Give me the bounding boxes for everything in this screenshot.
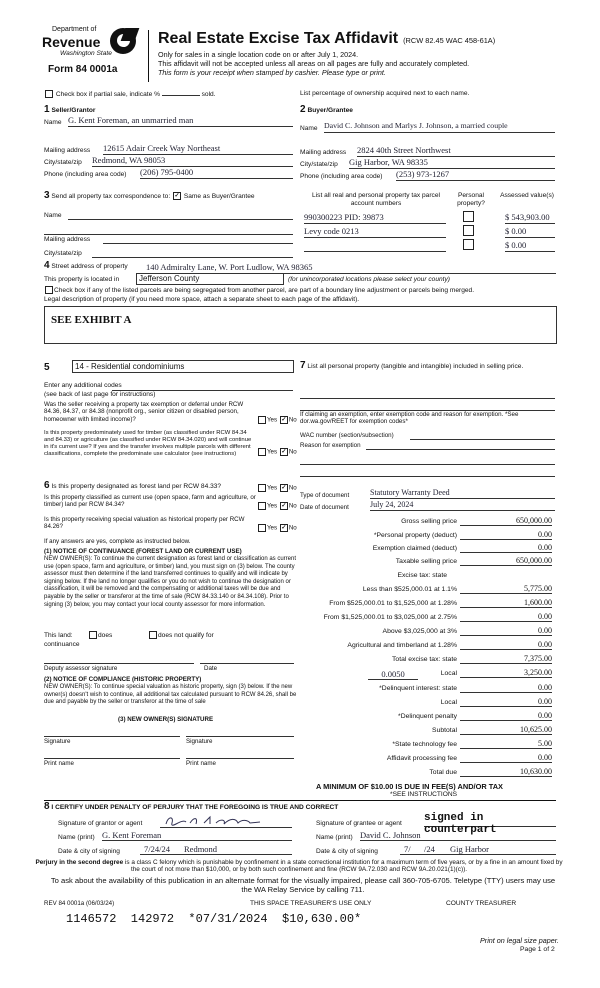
grantor-sig-label: Signature of grantor or agent (58, 820, 143, 827)
header-line-3: This form is your receipt when stamped by cashier. Please type or print. (158, 68, 386, 77)
tax-label: Excise tax: state (397, 572, 447, 579)
tax-row-gross (300, 516, 552, 528)
segregated-row (44, 286, 564, 295)
revision-label: REV 84 0001a (06/03/24) (44, 900, 115, 907)
timber-no-label: No (288, 448, 297, 456)
historic-yes-checkbox[interactable] (258, 524, 266, 532)
tax-value[interactable]: 0.00 (460, 626, 552, 636)
current-use-answer (257, 502, 297, 510)
buyer-phone-label: Phone (including area code) (300, 173, 383, 180)
buyer-heading: Buyer/Grantee (307, 107, 353, 114)
seller-phone-label: Phone (including area code) (44, 171, 127, 178)
section-7-number: 7 (300, 360, 306, 371)
buyer-phone-field[interactable]: (253) 973-1267 (396, 169, 555, 181)
tax-label: Gross selling price (401, 518, 457, 525)
assessed-value-2[interactable]: $ 0.00 (505, 226, 555, 238)
buyer-name-field[interactable]: David C. Johnson and Marlys J. Johnson, a married couple (324, 121, 555, 133)
treasurer-only: THIS SPACE TREASURER'S USE ONLY (250, 900, 372, 907)
tax-value[interactable]: 5,775.00 (460, 584, 552, 594)
assessed-value-3[interactable]: $ 0.00 (505, 240, 555, 252)
header-divider (148, 30, 149, 82)
grantor-name-label: Name (print) (58, 834, 95, 841)
sec3-name-field[interactable] (68, 208, 293, 220)
exemption-yes-checkbox[interactable] (258, 416, 266, 424)
buyer-city-field[interactable]: Gig Harbor, WA 98335 (349, 157, 555, 169)
deputy-date-label: Date (204, 665, 218, 672)
tax-label: Total due (429, 769, 457, 776)
county-select[interactable]: Jefferson County (136, 273, 284, 285)
section-5-number: 5 (44, 362, 50, 373)
grantee-name-field[interactable]: David C. Johnson (360, 830, 556, 841)
tax-value[interactable]: 0.00 (460, 640, 552, 650)
tax-label: Above $3,025,000 at 3% (382, 628, 457, 635)
tax-label: Local (440, 699, 457, 706)
section-6-number: 6 (44, 480, 50, 491)
buyer-section (300, 104, 555, 115)
alt-format-notice: To ask about the availability of this publication in an alternate format for the visually impaired, please call 360-705-6705. Teletype (TTY) users may use the WA Relay Service by calling 711. (50, 876, 556, 894)
tax-row-agricultural (300, 640, 552, 652)
print-name-label-2: Print name (186, 760, 216, 767)
county-note: (for unincorporated locations please select your county) (288, 276, 451, 283)
this-land-label: This land: (44, 632, 73, 639)
section-1-number: 1 (44, 104, 50, 115)
see-instructions: *SEE INSTRUCTIONS (390, 791, 458, 798)
tax-label: *State technology fee (392, 741, 457, 748)
perjury-bold: Perjury in the second degree (35, 859, 124, 866)
perjury-notice (34, 859, 564, 874)
parcel-number-2[interactable]: Levy code 0213 (304, 226, 446, 238)
exemption-answer (257, 416, 297, 424)
forest-label: Is this property designated as forest land per RCW 84.33? (51, 483, 222, 490)
tax-label: Subtotal (432, 727, 457, 734)
tax-row-local (300, 668, 552, 680)
tax-row-delinquent-interest (300, 683, 552, 695)
historic-no-checkbox[interactable]: ✓ (281, 525, 287, 531)
tax-value[interactable]: 0.00 (460, 543, 552, 553)
new-owner-print-1[interactable] (44, 750, 180, 759)
logo-icon (110, 28, 136, 54)
additional-codes-field[interactable] (112, 382, 293, 391)
signature-label-1: Signature (44, 738, 71, 745)
tax-row-processing-fee (300, 753, 552, 765)
tax-row-tier1 (300, 584, 552, 596)
reason-line-2[interactable] (300, 456, 555, 465)
buyer-name-label: Name (300, 125, 318, 132)
doc-date-label: Date of document (300, 504, 349, 511)
personal-property-checkbox-2[interactable] (463, 225, 474, 236)
grantee-date-label: Date & city of signing (316, 848, 378, 855)
grantor-city: Redmond (184, 844, 218, 854)
if-yes-note: If any answers are yes, complete as instructed below. (44, 538, 191, 545)
forest-answer (257, 484, 297, 492)
segregated-label: Check box if any of the listed parcels are being segregated from another parcel, are part of a boundary line adjustment or parcels being merged. (54, 286, 475, 294)
personal-property-header: Personal property? (457, 192, 485, 207)
legal-paper-note: Print on legal size paper. (480, 936, 559, 945)
tax-row-subtotal (300, 725, 552, 737)
current-use-no-checkbox[interactable]: ✓ (281, 503, 287, 509)
reason-field[interactable] (366, 442, 555, 450)
seller-city-label: City/state/zip (44, 159, 82, 166)
sec3-city-label: City/state/zip (44, 250, 82, 257)
historic-question: Is this property receiving special valuation as historical property per RCW 84.26? (44, 516, 245, 531)
partial-sale-checkbox[interactable] (45, 90, 53, 98)
tax-label: Less than $525,000.01 at 1.1% (362, 586, 457, 593)
current-use-yes-checkbox[interactable] (258, 502, 266, 510)
seller-mail-label: Mailing address (44, 147, 91, 154)
historic-no-label: No (288, 524, 297, 532)
header-line-1: Only for sales in a single location code on or after July 1, 2024. (158, 50, 359, 59)
tax-row-penalty (300, 711, 552, 723)
street-label: Street address of property (51, 263, 128, 270)
historic-answer (257, 524, 297, 532)
tax-row-delinquent-local (300, 697, 552, 709)
tax-value[interactable]: 10,625.00 (460, 725, 552, 735)
sec3-label: Send all property tax correspondence to: (51, 193, 171, 200)
use-code-select[interactable]: 14 - Residential condominiums (72, 360, 294, 373)
sec3-name-label: Name (44, 212, 62, 219)
tax-row-excise-head (300, 570, 552, 582)
personal-property-row (300, 362, 554, 371)
doc-type-label: Type of document (300, 492, 350, 499)
forest-question (44, 482, 256, 491)
perjury-text: is a class C felony which is punishable by confinement in a state correctional institution for a maximum term of five years, or by a fine in an amount fixed by the court of not more than $10,000, or by both such confinement and fine (RCW 9A.72.030 and RCW 9A.20.021(1)(c)). (123, 859, 563, 874)
dor-logo (40, 26, 145, 84)
timber-question: Is this property predominately used for timber (as classified under RCW 84.34 and 84.33) or agriculture (as classified under RCW 84.34.020) and will continue in it's current use? If yes and the transfer involves multiple parcels with different classifications, complete the predominate use calculator (see instructions) (44, 430, 252, 457)
sold-label: sold. (201, 90, 216, 98)
certify-text: I CERTIFY UNDER PENALTY OF PERJURY THAT THE FOREGOING IS TRUE AND CORRECT (51, 804, 339, 811)
same-as-buyer-checkbox[interactable]: ✓ (174, 193, 180, 200)
deputy-signature-label: Deputy assessor signature (44, 665, 118, 672)
wac-field[interactable] (410, 432, 555, 440)
does-option (88, 631, 112, 640)
section-4-number: 4 (44, 260, 50, 271)
tax-row-taxable (300, 556, 552, 568)
grantee-date-city-field[interactable] (400, 844, 556, 855)
partial-sale-row (44, 90, 216, 99)
tax-label: Local (440, 670, 457, 677)
tax-label: *Personal property (deduct) (373, 532, 457, 539)
tax-row-total-state (300, 654, 552, 666)
section-8-number: 8 (44, 801, 50, 812)
seller-phone-field[interactable]: (206) 795-0400 (140, 167, 293, 179)
tax-value[interactable]: 0.00 (460, 697, 552, 707)
buyer-city-label: City/state/zip (300, 161, 338, 168)
seller-name-field[interactable]: G. Kent Foreman, an unmarried man (68, 115, 293, 127)
revenue-text: Revenue (42, 34, 101, 50)
legal-description-text: SEE EXHIBIT A (51, 314, 132, 326)
tax-label: Agricultural and timberland at 1.28% (347, 642, 457, 649)
additional-codes-label: Enter any additional codes (44, 382, 122, 389)
seller-city-field[interactable]: Redmond, WA 98053 (92, 155, 293, 167)
dept-of-text: Department of (52, 26, 97, 33)
personal-property-line-2[interactable] (300, 402, 555, 411)
tax-label: Affidavit processing fee (386, 755, 457, 762)
notice1-heading: (1) NOTICE OF CONTINUANCE (FOREST LAND OR CURRENT USE) (44, 548, 242, 555)
tax-row-exemption (300, 543, 552, 555)
buyer-mail-field[interactable]: 2824 40th Street Northwest (357, 145, 555, 157)
tax-row-tier3 (300, 612, 552, 624)
assessed-value-header: Assessed value(s) (500, 192, 554, 199)
forest-yes-checkbox[interactable] (258, 484, 266, 492)
grantor-signature-scribble (160, 814, 292, 827)
tax-label: Total excise tax: state (392, 656, 457, 663)
does-not-label: does not qualify for (158, 631, 214, 639)
header-line-2: This affidavit will not be accepted unless all areas on all pages are fully and accurately completed. (158, 59, 470, 68)
tax-label: *Delinquent penalty (398, 713, 457, 720)
seller-heading: Seller/Grantor (51, 107, 96, 114)
tax-value[interactable]: 10,630.00 (460, 767, 552, 777)
current-use-yes-label: Yes (267, 502, 278, 510)
tax-value[interactable]: 0.00 (460, 612, 552, 622)
grantor-date-city-field[interactable] (140, 844, 292, 855)
section-3-number: 3 (44, 190, 50, 201)
new-owner-print-2[interactable] (186, 750, 294, 759)
county-treasurer: COUNTY TREASURER (446, 900, 517, 907)
tax-value[interactable]: 0.00 (460, 683, 552, 693)
form-number: Form 84 0001a (48, 64, 118, 75)
form-title-block (158, 30, 558, 77)
grantee-name-label: Name (print) (316, 834, 353, 841)
reason-line-3[interactable] (300, 468, 555, 477)
does-label: does (98, 631, 113, 639)
print-name-label-1: Print name (44, 760, 74, 767)
same-as-buyer-label: Same as Buyer/Grantee (183, 193, 255, 200)
tax-value[interactable]: 0.00 (460, 530, 552, 540)
no-label: No (288, 416, 297, 424)
notice2-body: NEW OWNER(S): To continue special valuation as historic property, sign (3) below. If the new owner(s) doesn't wish to continue, all additional tax calculated pursuant to RCW 84.26, shall be due and payable by the seller or transferor at the time of sale (44, 684, 297, 706)
current-use-no-label: No (288, 502, 297, 510)
additional-codes-note: (see back of last page for instructions) (44, 391, 156, 398)
tax-value[interactable]: 7,375.00 (460, 654, 552, 664)
tax-value[interactable]: 650,000.00 (460, 516, 552, 526)
wa-state-text: Washington State (60, 50, 112, 57)
continuance-label: continuance (44, 641, 80, 648)
sec3-city-field[interactable] (92, 246, 293, 258)
tax-row-total-due (300, 767, 552, 779)
grantor-name-field[interactable]: G. Kent Foreman (102, 830, 292, 841)
tax-row-tier2 (300, 598, 552, 610)
notice3-heading: (3) NEW OWNER(S) SIGNATURE (118, 716, 214, 723)
deputy-signature-field[interactable] (44, 655, 194, 664)
form-rcw: (RCW 82.45 WAC 458-61A) (403, 36, 496, 45)
yes-label: Yes (267, 416, 278, 424)
exemption-claim-text: If claiming an exemption, enter exemption code and reason for exemption. *See dor.wa.gov/REET for exemption codes* (300, 411, 519, 426)
does-not-option (148, 631, 214, 640)
does-not-checkbox[interactable] (149, 631, 157, 639)
grantor-date-label: Date & city of signing (58, 848, 120, 855)
tax-value[interactable]: 0.00 (460, 753, 552, 763)
form-title: Real Estate Excise Tax Affidavit (158, 30, 399, 47)
grantee-sig-label: Signature of grantee or agent (316, 820, 402, 827)
tax-value[interactable]: 1,600.00 (460, 598, 552, 608)
exemption-question: Was the seller receiving a property tax exemption or deferral under RCW 84.36, 84.37, or 84.38 (nonprofit org., senior citizen or disabled person, homeowner with limited income)? (44, 401, 244, 423)
personal-property-line-1[interactable] (300, 390, 555, 399)
notice1-body: NEW OWNER(S): To continue the current designation as forest land or classification as current use (open space, farm and agriculture, or timber) land, you must sign on (3) below. The county assessor must then determine if the land transferred continues to qualify and will indicate by signing below. If the land no longer qualifies or you do not wish to continue the designation or classification, it will be removed and the compensating or additional taxes will be due and payable by the seller or transferor at the time of sale (RCW 84.33.140 or 84.34.108). Prior to signing (3) below, you may contact your local county assessor for more information. (44, 556, 296, 608)
grantee-day: /24 (424, 844, 435, 854)
deputy-date-field[interactable] (200, 655, 294, 664)
tax-label: From $1,525,000.01 to $3,025,000 at 2.75% (323, 614, 457, 621)
grantee-month: 7/ (404, 844, 411, 854)
timber-yes-checkbox[interactable] (258, 448, 266, 456)
cashier-stamp: 1146572 142972 *07/31/2024 $10,630.00* (66, 912, 362, 926)
tax-value[interactable]: 0.00 (460, 711, 552, 721)
exemption-no-checkbox[interactable]: ✓ (281, 417, 287, 423)
grantor-signature-field[interactable] (160, 814, 292, 828)
buyer-mail-label: Mailing address (300, 149, 347, 156)
page-number: Page 1 of 2 (520, 946, 555, 953)
certify-row (44, 803, 556, 812)
timber-answer (257, 448, 297, 456)
personal-property-label: List all personal property (tangible and intangible) included in selling price. (307, 363, 524, 370)
tax-value[interactable]: 5.00 (460, 739, 552, 749)
forest-yes-label: Yes (267, 484, 278, 492)
parcel-header: List all real and personal property tax parcel account numbers (312, 192, 440, 207)
located-label: This property is located in (44, 276, 120, 283)
sec8-divider (44, 800, 556, 801)
timber-yes-label: Yes (267, 448, 278, 456)
partial-sale-label: Check box if partial sale, indicate % (55, 90, 160, 98)
seller-mail-field[interactable]: 12615 Adair Creek Way Northeast (103, 143, 293, 155)
tax-row-tech-fee (300, 739, 552, 751)
wac-label: WAC number (section/subsection) (300, 432, 394, 439)
local-rate: 0.0050 (368, 669, 418, 680)
current-use-question: Is this property classified as current use (open space, farm and agriculture, or timber) land per RCW 84.34? (44, 494, 256, 509)
tax-label: Exemption claimed (deduct) (372, 545, 457, 552)
personal-property-checkbox-1[interactable] (463, 211, 474, 222)
legal-description-box[interactable] (44, 306, 557, 344)
minimum-notice: A MINIMUM OF $10.00 IS DUE IN FEE(S) AND/OR TAX (316, 782, 503, 791)
grantee-signature-field[interactable]: signed in counterpart (424, 812, 556, 827)
grantor-date: 7/24/24 (144, 844, 170, 854)
seller-name-label: Name (44, 119, 62, 126)
sec3-correspondence (44, 192, 294, 201)
tax-label: From $525,000.01 to $1,525,000 at 1.28% (329, 600, 457, 607)
timber-no-checkbox[interactable]: ✓ (281, 449, 287, 455)
new-owner-sig-2[interactable] (186, 728, 294, 737)
notice2-heading: (2) NOTICE OF COMPLIANCE (HISTORIC PROPERTY) (44, 676, 202, 683)
section-2-number: 2 (300, 104, 306, 115)
sec3-mail-label: Mailing address (44, 236, 91, 243)
assessed-value-1[interactable]: $ 543,903.00 (505, 212, 555, 224)
forest-no-checkbox[interactable]: ✓ (281, 485, 287, 491)
ownership-note: List percentage of ownership acquired next to each name. (300, 90, 470, 97)
tax-value[interactable]: 3,250.00 (460, 668, 552, 678)
tax-value[interactable]: 650,000.00 (460, 556, 552, 566)
doc-type-field[interactable]: Statutory Warranty Deed (370, 488, 555, 499)
doc-date-field[interactable]: July 24, 2024 (370, 500, 555, 511)
legal-desc-label: Legal description of property (if you need more space, attach a separate sheet to each page of the affidavit). (44, 296, 360, 303)
signature-label-2: Signature (186, 738, 213, 745)
parcel-number-3[interactable] (304, 240, 446, 252)
seller-section (44, 104, 292, 115)
historic-yes-label: Yes (267, 524, 278, 532)
segregated-checkbox[interactable] (45, 286, 53, 294)
tax-label: Taxable selling price (395, 558, 457, 565)
parcel-number-1[interactable]: 990300223 PID: 39873 (304, 212, 446, 224)
reason-label: Reason for exemption (300, 442, 361, 449)
tax-row-personal (300, 530, 552, 542)
tax-row-tier4 (300, 626, 552, 638)
tax-label: *Delinquent interest: state (379, 685, 457, 692)
partial-sale-percent[interactable] (162, 95, 200, 96)
sec3-mail-field[interactable] (103, 232, 293, 244)
personal-property-checkbox-3[interactable] (463, 239, 474, 250)
street-address-field[interactable]: 140 Admiralty Lane, W. Port Ludlow, WA 98365 (146, 262, 556, 274)
new-owner-sig-1[interactable] (44, 728, 180, 737)
forest-no-label: No (288, 484, 297, 492)
grantee-city: Gig Harbor (450, 844, 489, 854)
does-checkbox[interactable] (89, 631, 97, 639)
